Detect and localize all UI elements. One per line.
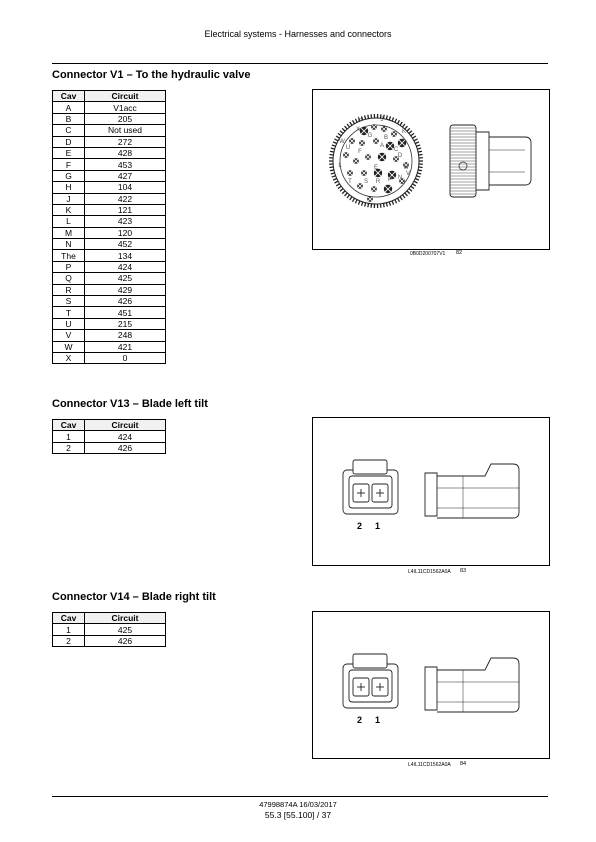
connector-pin	[347, 170, 353, 176]
figure-connector-v1	[312, 89, 550, 257]
table-row	[53, 442, 166, 453]
connector-pin	[378, 153, 386, 161]
connector-table-v13	[52, 419, 166, 454]
cav-cell: 2	[53, 635, 85, 646]
pin-label-1: 1	[375, 715, 381, 725]
pin-letter: T	[348, 179, 352, 185]
connector-pin	[353, 158, 359, 164]
table-row	[53, 216, 166, 227]
connector-pin	[349, 138, 355, 144]
circuit-cell: V1acc	[85, 102, 166, 113]
cav-cell: 2	[53, 442, 85, 453]
connector-v1-drawing	[313, 90, 549, 249]
table-row	[53, 261, 166, 272]
cav-cell: S	[53, 296, 85, 307]
table-row	[53, 250, 166, 261]
circuit-cell: 421	[85, 341, 166, 352]
cav-cell: B	[53, 113, 85, 124]
circuit-cell: 426	[85, 442, 166, 453]
pin-letter: C	[393, 147, 399, 153]
connector-side-view	[425, 464, 519, 518]
circuit-cell: 425	[85, 273, 166, 284]
pin-letter: W	[339, 139, 345, 145]
cav-cell: W	[53, 341, 85, 352]
connector-pin	[398, 139, 406, 147]
cav-cell: V	[53, 330, 85, 341]
figure-number: 83	[460, 568, 467, 574]
connector-pin	[381, 126, 387, 132]
pin-letter: M	[403, 165, 409, 171]
connector-face-view	[343, 460, 398, 514]
pin-label-2: 2	[357, 715, 363, 725]
cav-cell: D	[53, 136, 85, 147]
table-row	[53, 227, 166, 238]
table-row	[53, 113, 166, 124]
pin-letter: E	[373, 165, 379, 171]
figure-connector-v14	[312, 611, 550, 768]
circuit-cell: 452	[85, 239, 166, 250]
connector-side-view	[425, 658, 519, 712]
pin-letter: X	[355, 127, 361, 133]
cav-cell: G	[53, 170, 85, 181]
cav-cell: M	[53, 227, 85, 238]
footer-document-id: 47998874A 16/03/2017	[259, 800, 337, 809]
pin-letter: G	[367, 133, 373, 139]
pin-letter: P	[387, 177, 393, 183]
cav-cell: J	[53, 193, 85, 204]
table-row	[53, 318, 166, 329]
table-row	[53, 204, 166, 215]
cav-cell: 1	[53, 624, 85, 635]
circuit-cell: 453	[85, 159, 166, 170]
circuit-cell: 424	[85, 431, 166, 442]
circuit-cell: 425	[85, 624, 166, 635]
connector-table-v14	[52, 612, 166, 647]
connector-pin	[373, 138, 379, 144]
table-row	[53, 307, 166, 318]
pin-letter: U	[345, 145, 351, 151]
connector-face-view	[343, 654, 398, 708]
connector-pin	[371, 186, 377, 192]
table-row	[53, 147, 166, 158]
figure-number: 84	[460, 761, 467, 767]
pin-letter: F	[358, 149, 362, 155]
table-header-row	[53, 420, 166, 431]
pin-letter: L	[338, 163, 342, 169]
section-heading-v14: Connector V14 – Blade right tilt	[52, 591, 216, 603]
connector-v1-face	[340, 125, 412, 197]
section-heading-v13: Connector V13 – Blade left tilt	[52, 398, 208, 410]
cav-cell: 1	[53, 431, 85, 442]
figure-connector-v13	[312, 417, 550, 575]
connector-pin	[361, 170, 367, 176]
pin-letter: H	[357, 117, 363, 123]
table-row	[53, 136, 166, 147]
pin-letter: B	[383, 135, 389, 141]
table-row	[53, 102, 166, 113]
table-row	[53, 624, 166, 635]
circuit-cell: 272	[85, 136, 166, 147]
connector-pin	[367, 196, 373, 202]
pin-letter: V	[405, 171, 411, 177]
pin-label-2: 2	[357, 521, 363, 531]
header-rule	[52, 63, 548, 64]
table-row	[53, 125, 166, 136]
connector-v13-drawing	[313, 418, 549, 565]
figure-code: L4IL11CD1562A0A	[408, 569, 451, 575]
column-header-circuit: Circuit	[85, 613, 166, 624]
cav-cell: N	[53, 239, 85, 250]
circuit-cell: 121	[85, 204, 166, 215]
footer-page-number: 55.3 [55.100] / 37	[264, 810, 332, 820]
column-header-circuit: Circuit	[85, 420, 166, 431]
table-row	[53, 170, 166, 181]
table-row	[53, 273, 166, 284]
table-row	[53, 352, 166, 363]
circuit-cell: 426	[85, 635, 166, 646]
pin-label-1: 1	[375, 521, 381, 531]
connector-pin	[359, 140, 365, 146]
pin-letter: D	[397, 153, 403, 159]
cav-cell: A	[53, 102, 85, 113]
column-header-cav: Cav	[53, 613, 85, 624]
cav-cell: U	[53, 318, 85, 329]
column-header-circuit: Circuit	[85, 91, 166, 102]
table-row	[53, 635, 166, 646]
cav-cell: K	[53, 204, 85, 215]
circuit-cell: 424	[85, 261, 166, 272]
connector-pin	[371, 124, 377, 130]
pin-letter: A	[379, 143, 385, 149]
circuit-cell: 422	[85, 193, 166, 204]
connector-pin	[365, 154, 371, 160]
circuit-cell: 451	[85, 307, 166, 318]
circuit-cell: 423	[85, 216, 166, 227]
figure-number: 82	[456, 250, 463, 256]
table-row	[53, 159, 166, 170]
circuit-cell: 429	[85, 284, 166, 295]
pin-letter: J	[380, 117, 384, 123]
cav-cell: X	[53, 352, 85, 363]
table-header-row	[53, 613, 166, 624]
cav-cell: P	[53, 261, 85, 272]
circuit-cell: 134	[85, 250, 166, 261]
cav-cell: H	[53, 182, 85, 193]
circuit-cell: 0	[85, 352, 166, 363]
cav-cell: Q	[53, 273, 85, 284]
table-row	[53, 330, 166, 341]
column-header-cav: Cav	[53, 91, 85, 102]
table-row	[53, 284, 166, 295]
circuit-cell: 427	[85, 170, 166, 181]
column-header-cav: Cav	[53, 420, 85, 431]
pin-letter: S	[363, 179, 369, 185]
pin-letter: N	[397, 175, 403, 181]
connector-pin	[343, 152, 349, 158]
circuit-cell: 426	[85, 296, 166, 307]
connector-table-v1	[52, 90, 166, 364]
figure-code: L4IL11CD1562A0A	[408, 762, 451, 768]
table-row	[53, 431, 166, 442]
circuit-cell: 248	[85, 330, 166, 341]
circuit-cell: 215	[85, 318, 166, 329]
table-row	[53, 239, 166, 250]
pin-letter: K	[401, 129, 407, 135]
connector-pin	[384, 185, 392, 193]
section-heading-v1: Connector V1 – To the hydraulic valve	[52, 69, 251, 81]
table-header-row	[53, 91, 166, 102]
table-row	[53, 296, 166, 307]
cav-cell: The	[53, 250, 85, 261]
circuit-cell: 120	[85, 227, 166, 238]
connector-v1-side-view	[450, 125, 531, 197]
circuit-cell: 428	[85, 147, 166, 158]
cav-cell: L	[53, 216, 85, 227]
table-row	[53, 193, 166, 204]
connector-pin	[357, 183, 363, 189]
cav-cell: R	[53, 284, 85, 295]
connector-pin	[391, 131, 397, 137]
page-header: Electrical systems - Harnesses and connectors	[204, 29, 392, 39]
cav-cell: F	[53, 159, 85, 170]
footer-rule	[52, 796, 548, 797]
figure-code: 0B0D200707V1	[410, 251, 446, 257]
cav-cell: E	[53, 147, 85, 158]
circuit-cell: 205	[85, 113, 166, 124]
table-row	[53, 182, 166, 193]
circuit-cell: 104	[85, 182, 166, 193]
circuit-cell: Not used	[85, 125, 166, 136]
cav-cell: C	[53, 125, 85, 136]
connector-v14-drawing	[313, 612, 549, 758]
table-row	[53, 341, 166, 352]
pin-letter: R	[375, 179, 381, 185]
cav-cell: T	[53, 307, 85, 318]
